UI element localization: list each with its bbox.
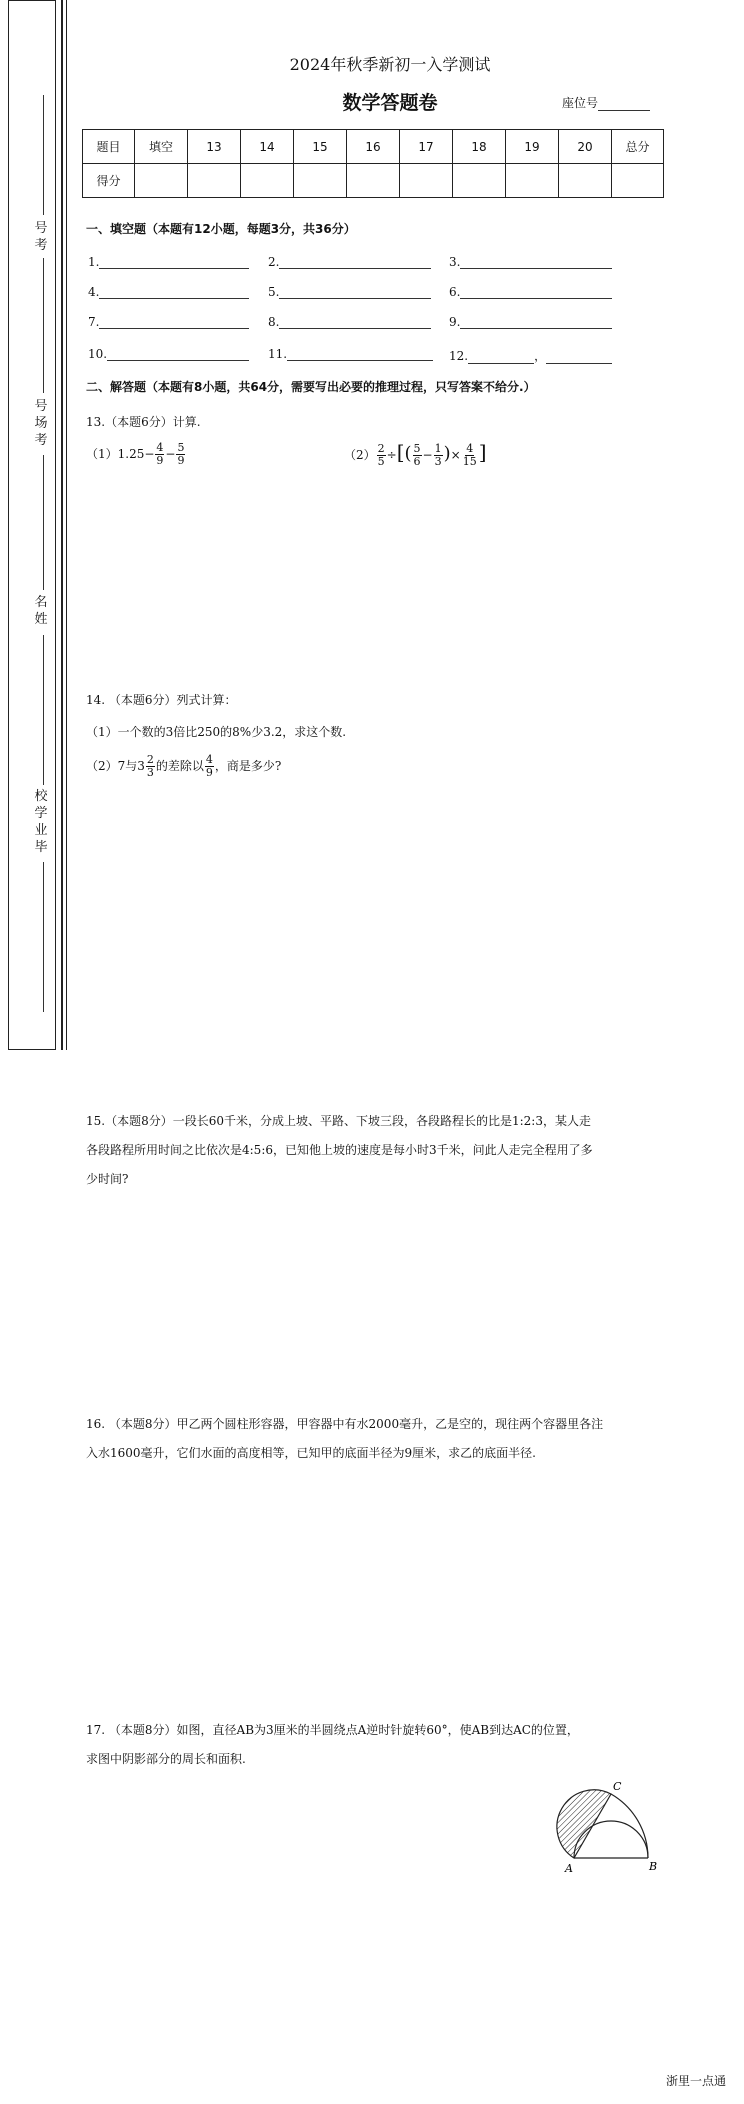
fraction (434, 443, 443, 468)
fill-blank-number: 3. (449, 255, 461, 269)
fill-blank-separator: ， (534, 349, 547, 363)
q14-stem: 14. （本题6分）列式计算： (86, 693, 237, 707)
q16-line: 入水1600毫升，它们水面的高度相等，已知甲的底面半径为9厘米，求乙的底面半径. (86, 1446, 536, 1460)
q15-text (86, 1107, 666, 1194)
q13-part2 (344, 442, 487, 468)
fill-blank-3 (449, 255, 612, 269)
fill-blank-11 (268, 347, 433, 361)
q15-line: 15.（本题8分）一段长60千米，分成上坡、平路、下坡三段，各段路程长的比是1:2:3，某人走 (86, 1114, 591, 1128)
score-cell (347, 164, 400, 198)
label-c: C (613, 1780, 622, 1793)
right-paren: ) (443, 443, 451, 464)
binding-line (43, 635, 44, 785)
q15-line: 各段路程所用时间之比依次是4:5:6，已知他上坡的速度是每小时3千米，问此人走完全程用了多 (86, 1143, 593, 1157)
q17-line: 求图中阴影部分的周长和面积. (86, 1752, 246, 1766)
q17-line: 17. （本题8分）如图，直径AB为3厘米的半圆绕点A逆时针旋转60°，使AB到达AC的位置， (86, 1723, 579, 1737)
footer-watermark: 浙里一点通 (666, 2074, 727, 2088)
fill-blank-number: 9. (449, 315, 461, 329)
q15-line: 少时间? (86, 1172, 129, 1186)
numerator: 5 (177, 441, 185, 454)
score-cell (241, 164, 294, 198)
fill-blank-2 (268, 255, 431, 269)
answer-line (460, 316, 612, 329)
binding-label-school: 校 学 业 毕 (34, 789, 48, 855)
answer-line (460, 256, 612, 269)
fill-blank-number: 11. (268, 347, 288, 361)
left-paren: ( (404, 443, 412, 464)
binding-line (43, 455, 44, 590)
fill-blank-10 (88, 347, 249, 361)
fill-blank-number: 8. (268, 315, 280, 329)
score-cell (506, 164, 559, 198)
score-cell (400, 164, 453, 198)
numerator: 2 (377, 442, 385, 455)
fraction (462, 443, 478, 468)
binding-label-name: 名 姓 (34, 595, 48, 627)
left-bracket: [ (396, 440, 405, 464)
fraction (176, 442, 185, 467)
seat-blank (598, 98, 650, 111)
denominator: 15 (462, 455, 477, 468)
answer-line (99, 286, 249, 299)
fill-blank-number: 6. (449, 285, 461, 299)
fill-blank-number: 12. (449, 349, 469, 363)
fill-blank-number: 10. (88, 347, 108, 361)
page-subtitle: 数学答题卷 (342, 92, 438, 114)
fill-blank-number: 7. (88, 315, 100, 329)
answer-line (99, 316, 249, 329)
answer-line (460, 286, 612, 299)
q17-text (86, 1716, 666, 1774)
fill-blank-5 (268, 285, 431, 299)
denominator: 9 (177, 454, 185, 467)
binding-line (43, 862, 44, 1012)
score-cell (453, 164, 506, 198)
denominator: 9 (156, 454, 164, 467)
score-header-cell: 总分 (612, 130, 664, 164)
denominator: 6 (413, 455, 421, 468)
numerator: 2 (146, 753, 154, 766)
answer-line (279, 316, 431, 329)
minus-sign: − (165, 447, 176, 461)
denominator: 9 (205, 766, 213, 779)
numerator: 4 (466, 442, 474, 455)
score-cell (188, 164, 241, 198)
numerator: 4 (205, 753, 213, 766)
fill-blank-number: 5. (268, 285, 280, 299)
fill-blank-number: 2. (268, 255, 280, 269)
score-header-cell: 题目 (83, 130, 135, 164)
fill-blank-7 (88, 315, 249, 329)
denominator: 5 (377, 455, 385, 468)
binding-rule-thin (66, 0, 67, 1050)
score-header-cell: 16 (347, 130, 400, 164)
fill-blank-1 (88, 255, 249, 269)
q13-part1 (86, 442, 186, 467)
numerator: 4 (156, 441, 164, 454)
section2-heading: 二、解答题（本题有8小题，共64分，需要写出必要的推理过程，只写答案不给分.） (86, 380, 536, 394)
q14-part2-text: 的差除以 (155, 759, 204, 773)
fill-blank-12 (449, 347, 612, 364)
binding-label-exam-room: 号 场 考 (34, 399, 48, 448)
score-header-cell: 18 (453, 130, 506, 164)
score-cell (612, 164, 664, 198)
numerator: 1 (434, 442, 442, 455)
binding-strip (8, 0, 56, 1050)
fill-blank-number: 4. (88, 285, 100, 299)
q16-line: 16. （本题8分）甲乙两个圆柱形容器，甲容器中有水2000毫升，乙是空的，现往两个容器里各注 (86, 1417, 604, 1431)
right-bracket: ] (478, 440, 487, 464)
score-header-cell: 填空 (135, 130, 188, 164)
fraction (205, 754, 214, 779)
q17-rotated-semicircle-figure (548, 1770, 660, 1876)
numerator: 5 (413, 442, 421, 455)
answer-line (107, 348, 249, 361)
fill-blank-6 (449, 285, 612, 299)
label-a: A (565, 1862, 573, 1875)
score-header-cell: 15 (294, 130, 347, 164)
score-header-cell: 20 (559, 130, 612, 164)
q14-part1: （1）一个数的3倍比250的8%少3.2，求这个数. (86, 725, 347, 739)
binding-line (43, 258, 44, 393)
score-table (82, 129, 664, 198)
score-cell (294, 164, 347, 198)
q13-part1-prefix: （1）1.25− (86, 447, 155, 461)
answer-line (468, 351, 534, 364)
minus-sign: − (422, 448, 433, 462)
times-sign: × (450, 448, 461, 462)
score-header-cell: 13 (188, 130, 241, 164)
q13-part2-prefix: （2） (344, 448, 376, 462)
answer-line (99, 256, 249, 269)
answer-line (279, 256, 431, 269)
score-header-cell: 17 (400, 130, 453, 164)
fill-blank-9 (449, 315, 612, 329)
answer-line (287, 348, 433, 361)
score-cell (559, 164, 612, 198)
score-table-header-row (83, 130, 664, 164)
score-row-label: 得分 (83, 164, 135, 198)
divide-sign: ÷ (386, 448, 397, 462)
denominator: 3 (434, 455, 442, 468)
fill-blank-4 (88, 285, 249, 299)
fraction (377, 443, 386, 468)
fraction (146, 754, 155, 779)
denominator: 3 (146, 766, 154, 779)
section1-heading: 一、填空题（本题有12小题，每题3分，共36分） (86, 222, 356, 236)
fill-blank-8 (268, 315, 431, 329)
score-header-cell: 14 (241, 130, 294, 164)
q14-part2-text: （2）7与3 (86, 759, 145, 773)
fill-blank-number: 1. (88, 255, 100, 269)
binding-rule-thick (61, 0, 63, 1050)
fraction (155, 442, 164, 467)
seat-number (562, 94, 650, 111)
answer-line (279, 286, 431, 299)
fraction (413, 443, 422, 468)
q14-part2 (86, 754, 281, 779)
score-header-cell: 19 (506, 130, 559, 164)
label-b: B (649, 1860, 658, 1873)
score-table-score-row (83, 164, 664, 198)
seat-label: 座位号 (562, 96, 599, 110)
q16-text (86, 1410, 666, 1468)
q14-part2-text: ，商是多少? (214, 759, 282, 773)
q13-stem: 13.（本题6分）计算. (86, 415, 201, 429)
answer-line (546, 351, 612, 364)
shaded-region (557, 1790, 611, 1858)
binding-label-exam-number: 号 考 (34, 221, 48, 253)
page-title: 2024年秋季新初一入学测试 (289, 55, 491, 74)
score-cell (135, 164, 188, 198)
